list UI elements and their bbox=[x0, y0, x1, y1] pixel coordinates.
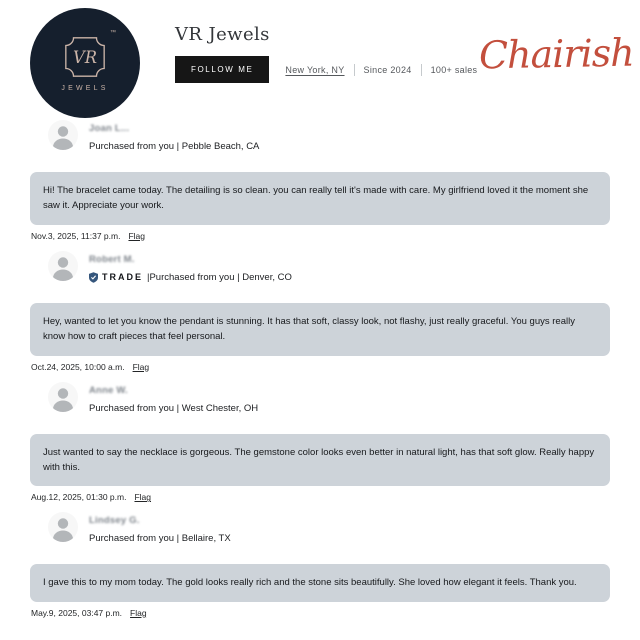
reviewer-name: Robert M. bbox=[89, 253, 135, 265]
person-icon bbox=[48, 382, 78, 412]
review-item bbox=[30, 251, 610, 372]
person-icon bbox=[48, 512, 78, 542]
avatar bbox=[48, 512, 78, 542]
chairish-logo[interactable]: Chairish bbox=[478, 30, 635, 78]
purchase-meta: |Purchased from you | Denver, CO bbox=[147, 271, 292, 283]
shop-title: VR Jewels bbox=[175, 24, 270, 45]
vr-jewels-logo bbox=[30, 8, 140, 118]
trade-shield-icon bbox=[89, 272, 98, 283]
review-message: Just wanted to say the necklace is gorgeous. The gemstone color looks even better in natural light, has that soft glow. Really happy with this. bbox=[30, 434, 610, 487]
since-label: Since 2024 bbox=[363, 64, 412, 75]
reviewer-name: Joan L... bbox=[89, 123, 130, 134]
person-icon bbox=[48, 251, 78, 281]
review-date: Aug.12, 2025, 01:30 p.m. bbox=[31, 492, 127, 503]
sales-count: 100+ sales bbox=[430, 64, 478, 75]
review-message: Hi! The bracelet came today. The detailing is so clean. you can really tell it's made with care. My girlfriend loved it the moment she saw it. Appreciate your work. bbox=[30, 172, 610, 225]
avatar bbox=[48, 120, 78, 150]
review-message: I gave this to my mom today. The gold looks really rich and the stone sits beautifully. She loved how elegant it feels. Thank you. bbox=[30, 564, 610, 601]
review-date: Nov.3, 2025, 11:37 p.m. bbox=[31, 230, 121, 241]
divider bbox=[354, 64, 355, 76]
review-message: Hey, wanted to let you know the pendant is stunning. It has that soft, classy look, not flashy, just really graceful. You guys really know how to craft pieces that feel personal. bbox=[30, 303, 610, 356]
review-date: Oct.24, 2025, 10:00 a.m. bbox=[31, 361, 125, 372]
logo-monogram: VR bbox=[72, 47, 98, 67]
logo-wordmark: JEWELS bbox=[61, 85, 109, 92]
flag-link[interactable]: Flag bbox=[132, 361, 150, 372]
reviews-list bbox=[0, 120, 640, 618]
avatar bbox=[48, 382, 78, 412]
purchase-meta: Purchased from you | Bellaire, TX bbox=[89, 533, 231, 545]
avatar bbox=[48, 251, 78, 281]
review-date: May.9, 2025, 03:47 p.m. bbox=[31, 607, 123, 618]
location-link[interactable]: New York, NY bbox=[285, 64, 345, 75]
flag-link[interactable]: Flag bbox=[134, 492, 152, 503]
person-icon bbox=[48, 120, 78, 150]
follow-button[interactable]: FOLLOW ME bbox=[175, 56, 269, 83]
review-item bbox=[30, 120, 610, 241]
flag-link[interactable]: Flag bbox=[128, 230, 146, 241]
trade-badge-label: TRADE bbox=[102, 272, 143, 283]
review-item bbox=[30, 382, 610, 503]
divider bbox=[421, 64, 422, 76]
purchase-meta: Purchased from you | Pebble Beach, CA bbox=[89, 141, 260, 152]
flag-link[interactable]: Flag bbox=[130, 607, 147, 618]
trademark-symbol: ™ bbox=[110, 30, 116, 36]
purchase-meta: Purchased from you | West Chester, OH bbox=[89, 402, 259, 414]
reviewer-name: Lindsey G. bbox=[89, 515, 140, 527]
reviewer-name: Anne W. bbox=[89, 384, 128, 396]
shop-header bbox=[0, 0, 640, 118]
review-item bbox=[30, 512, 610, 617]
monogram-frame-icon bbox=[62, 34, 108, 80]
